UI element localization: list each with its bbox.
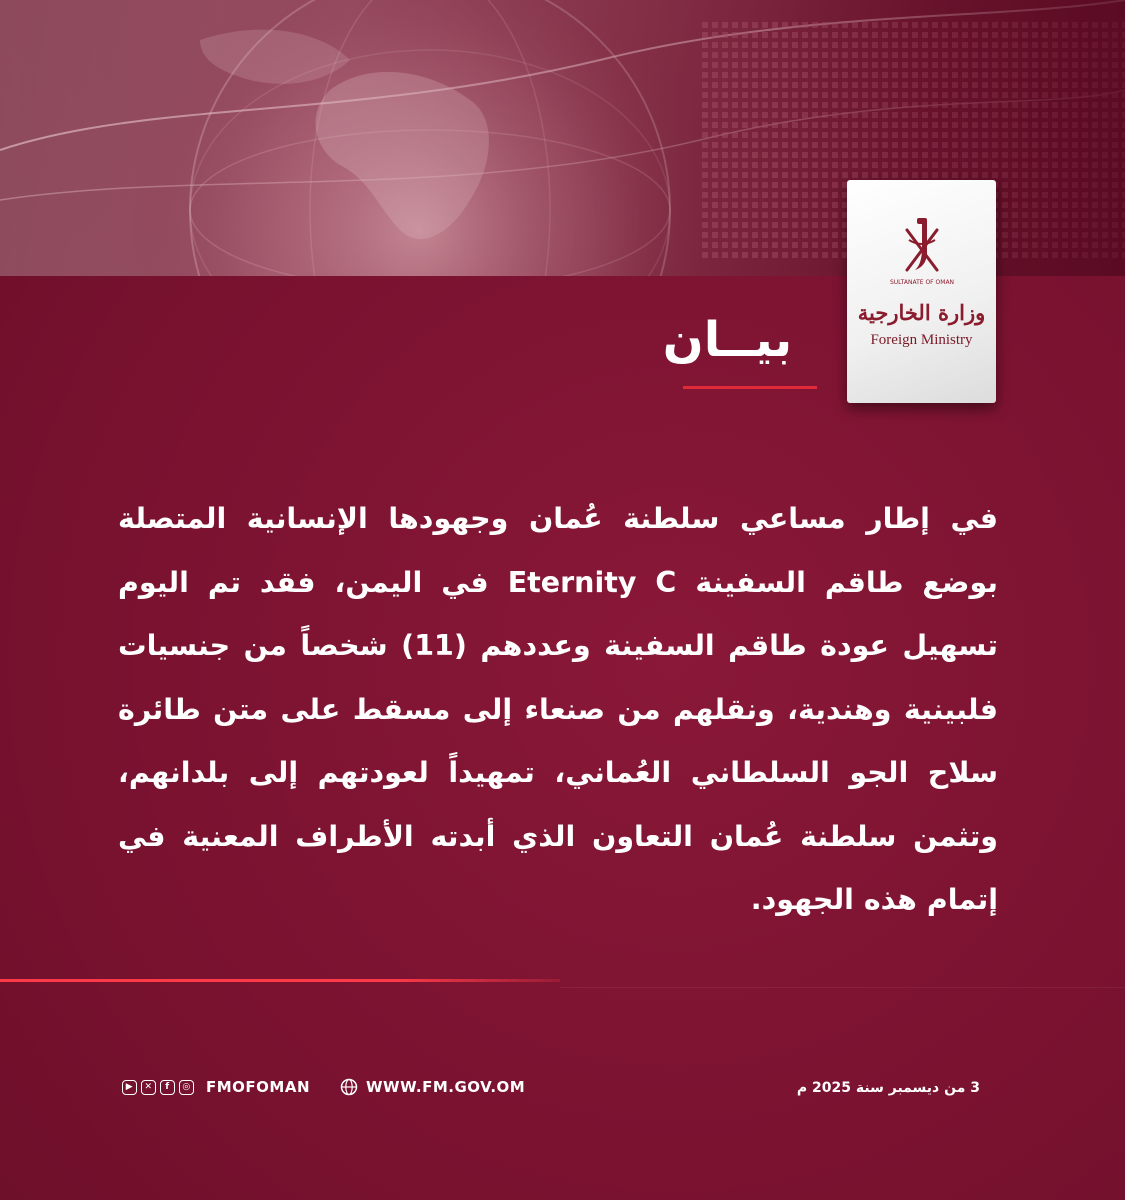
youtube-icon[interactable]: ▶ (122, 1080, 137, 1095)
footer-divider-faint (560, 987, 1125, 988)
page-title: بيــان (662, 312, 793, 368)
x-icon[interactable]: ✕ (141, 1080, 156, 1095)
emblem-caption: SULTANATE OF OMAN (889, 279, 955, 286)
statement-date: 3 من ديسمبر سنة 2025 م (796, 1080, 980, 1096)
social-links (122, 1078, 310, 1096)
website-link[interactable] (340, 1078, 525, 1096)
globe-icon (340, 1078, 358, 1096)
facebook-icon[interactable]: f (160, 1080, 175, 1095)
foreign-ministry-logo (847, 180, 996, 403)
statement-body: في إطار مساعي سلطنة عُمان وجهودها الإنسانية المتصلة بوضع طاقم السفينة Eternity C في اليمن، فقد تم اليوم تسهيل عودة طاقم السفينة وعددهم (11) شخصاً من جنسيات فلبينية وهندية، ونقلهم من صنعاء إلى مسقط على متن طائرة سلاح الجو السلطاني العُماني، تمهيداً لعودتهم إلى بلدانهم، وتثمن سلطنة عُمان التعاون الذي أبدته الأطراف المعنية في إتمام هذه الجهود. (118, 502, 999, 916)
social-handle[interactable]: FMOFOMAN (206, 1078, 311, 1096)
instagram-icon[interactable]: ◎ (179, 1080, 194, 1095)
ministry-name-arabic: وزارة الخارجية (857, 300, 986, 325)
title-underline (683, 386, 817, 389)
ministry-name-english: Foreign Ministry (870, 332, 973, 348)
footer-divider (0, 979, 560, 982)
website-text: WWW.FM.GOV.OM (366, 1078, 526, 1096)
oman-khanjar-emblem-icon (887, 208, 957, 288)
